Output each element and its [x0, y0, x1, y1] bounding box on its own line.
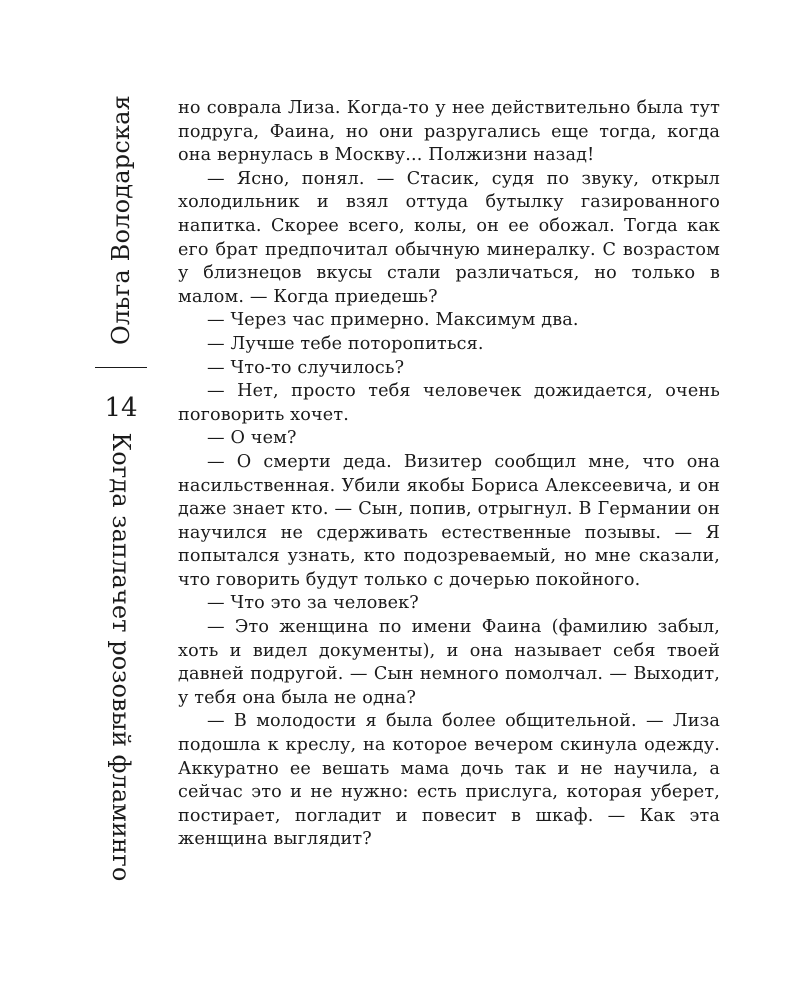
paragraph: — Что это за человек? [207, 593, 419, 614]
book-title: Когда заплачет розовый фламинго [107, 432, 135, 882]
running-head [95, 94, 147, 882]
paragraph: — Нет, просто тебя человечек дожидается, очень поговорить хочет. [178, 381, 720, 425]
paragraph: — О чем? [207, 428, 297, 449]
page-number: 14 [104, 393, 138, 423]
paragraph: — Лучше тебе поторопиться. [207, 333, 484, 354]
paragraph: — В молодости я была более общительной. — Лиза подошла к креслу, на которое вечером скинула одежду. Аккуратно ее вешать мама дочь так и не научила, а сейчас это и не нужно: есть прислуга, которая уберет, постирает, погладит и повесит в шкаф. — Как эта женщина выглядит? [178, 711, 720, 850]
paragraph: — Это женщина по имени Фаина (фамилию забыл, хоть и видел документы), и она называет себя твоей давней подругой. — Сын немного помолчал. — Выходит, у тебя она была не одна? [178, 617, 720, 708]
paragraph: — Через час примерно. Максимум два. [207, 310, 579, 331]
author-name: Ольга Володарская [107, 94, 135, 346]
paragraph: — Ясно, понял. — Стасик, судя по звуку, открыл холодильник и взял оттуда бутылку газированного напитка. Скорее всего, колы, он ее обожал. Тогда как его брат предпочитал обычную минералку. С возрастом у близнецов вкусы стали различаться, но только в малом. — Когда приедешь? [178, 168, 720, 307]
paragraph: — Что-то случилось? [207, 357, 405, 378]
paragraph: но соврала Лиза. Когда-то у нее действительно была тут подруга, Фаина, но они разругались еще тогда, когда она вернулась в Москву... Полжизни назад! [178, 98, 720, 166]
running-head-rule [95, 367, 147, 368]
body-text [178, 97, 720, 852]
paragraph: — О смерти деда. Визитер сообщил мне, что она насильственная. Убили якобы Бориса Алексеевича, и он даже знает кто. — Сын, попив, отрыгнул. В Германии он научился не сдерживать естественные позывы. — Я попытался узнать, кто подозреваемый, но мне сказали, что говорить будут только с дочерью покойного. [178, 451, 720, 590]
